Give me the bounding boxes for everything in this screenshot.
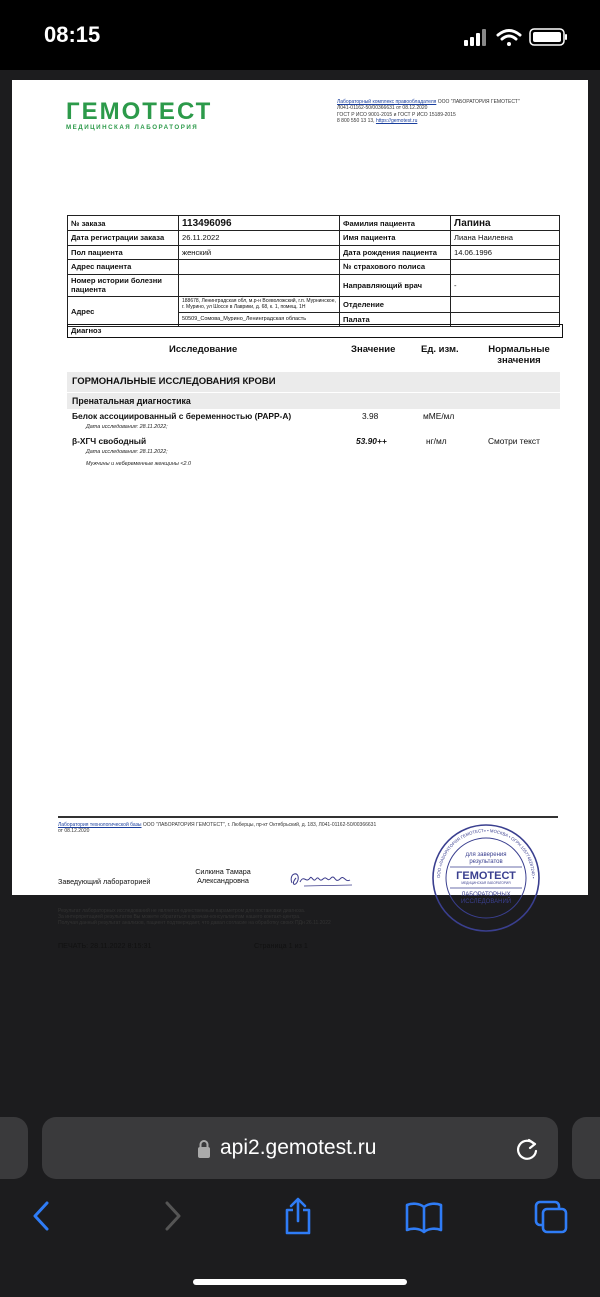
- reload-icon[interactable]: [514, 1136, 540, 1162]
- column-value: Значение: [351, 344, 396, 355]
- result-name: Белок ассоциированный с беременностью (PAPP-A): [72, 411, 292, 421]
- clock: 08:15: [44, 22, 101, 47]
- result-date: Дата исследования: 28.11.2022;: [86, 449, 168, 455]
- order-number: 113496096: [179, 216, 340, 231]
- wifi-icon: [498, 31, 520, 47]
- lock-icon: [196, 1139, 212, 1159]
- result-date: Дата исследования: 28.11.2022;: [86, 424, 168, 430]
- next-tab-pill[interactable]: [572, 1117, 600, 1179]
- previous-tab-pill[interactable]: [0, 1117, 28, 1179]
- license-link[interactable]: Лабораторный комплекс правообладателя: [337, 99, 437, 105]
- lab-report-page: [12, 80, 588, 950]
- svg-text:ЛАБОРАТОРНЫХ: ЛАБОРАТОРНЫХ: [461, 892, 511, 898]
- result-norm: Смотри текст: [488, 436, 540, 446]
- column-study: Исследование: [169, 344, 238, 355]
- patient-info-table: № заказа 113496096 Фамилия пациента Лапина Дата регистрации заказа 26.11.2022 Имя пациента Лиана Наилевна Пол пациента женский Дата рождения пациента 14.06.1996 Адрес пациента № страхового полиса Номер истории болезни пациента Направляющий врач - Адрес 188678, Ленинградская обл, м.р-н Всеволожский, г.п. Мурнинское, г. Мурино, ул Шоссе в Лаврики, д. 68, к. 1, помещ. 1Н Отделение 50509_Сомова_Мурино_Ленинградская область Палата: [67, 215, 560, 327]
- forward-icon[interactable]: [160, 1200, 184, 1232]
- column-norm: Нормальные значения: [488, 344, 550, 366]
- site-link[interactable]: https://gemotest.ru: [375, 118, 418, 125]
- result-value: 3.98: [362, 411, 379, 421]
- footer-divider: [58, 816, 558, 818]
- subsection-title: Пренатальная диагностика: [67, 393, 560, 409]
- tabs-icon[interactable]: [533, 1199, 569, 1235]
- head-of-lab-name: Силкина Тамара Александровна: [195, 867, 251, 885]
- logo-subtitle: МЕДИЦИНСКАЯ ЛАБОРАТОРИЯ: [66, 124, 199, 131]
- bookmarks-icon[interactable]: [404, 1200, 444, 1234]
- head-of-lab-label: Заведующий лабораторией: [58, 877, 151, 886]
- patient-surname: Лапина: [451, 216, 560, 231]
- result-unit: нг/мл: [426, 436, 447, 446]
- result-unit: мМЕ/мл: [423, 411, 455, 421]
- battery-icon: [530, 29, 567, 45]
- url-text[interactable]: api2.gemotest.ru: [220, 1136, 377, 1159]
- result-note: Мужчины и небеременные женщины <2.0: [86, 461, 191, 467]
- cellular-signal-icon: [464, 29, 486, 46]
- lab-link[interactable]: Лаборатория технологической базы: [58, 822, 142, 828]
- print-timestamp: ПЕЧАТЬ: 28.11.2022 8:15:31: [58, 941, 152, 950]
- disclaimer: Результат лабораторных исследований не является единственным параметром для постановки диагноза. За интерпретацией результатов Вы можете обратиться к врачам-консультантам нашего контакт-центра. Получая данный результат анализов, пациент подтверждает, что давал согласие на обработку своих ПДн 26.11.2022: [58, 908, 331, 927]
- svg-text:ИССЛЕДОВАНИЙ: ИССЛЕДОВАНИЙ: [460, 899, 512, 905]
- svg-text:результатов: результатов: [469, 859, 503, 865]
- column-unit: Ед. изм.: [421, 344, 459, 355]
- signature: [286, 868, 360, 892]
- home-indicator[interactable]: [193, 1279, 407, 1285]
- diagnosis-field: Диагноз: [67, 324, 563, 338]
- back-icon[interactable]: [30, 1200, 54, 1232]
- section-title: ГОРМОНАЛЬНЫЕ ИССЛЕДОВАНИЯ КРОВИ: [67, 372, 560, 392]
- result-value: 53.90++: [356, 436, 387, 446]
- status-bar: [0, 0, 600, 70]
- result-name: β-ХГЧ свободный: [72, 436, 147, 446]
- svg-text:ООО «ЛАБОРАТОРИЯ ГЕМОТЕСТ» • М: ООО «ЛАБОРАТОРИЯ ГЕМОТЕСТ» • МОСКВА • ОГРН 1057748287240 •: [435, 827, 537, 879]
- svg-text:для заверения: для заверения: [465, 852, 507, 858]
- svg-text:МЕДИЦИНСКАЯ ЛАБОРАТОРИЯ: МЕДИЦИНСКАЯ ЛАБОРАТОРИЯ: [461, 881, 511, 885]
- footer-lab-info: Лаборатория технологической базы ООО "ЛАБОРАТОРИЯ ГЕМОТЕСТ", г. Люберцы, пр-кт Октябрьский, д. 183, Л041-01162-50/00366631 от 08.12.2020: [58, 822, 377, 835]
- share-icon[interactable]: [282, 1196, 314, 1236]
- license-info: Лабораторный комплекс правообладателя ООО "ЛАБОРАТОРИЯ ГЕМОТЕСТ" Л041-01162-50/00366631 от 08.12.2020 ГОСТ Р ИСО 9001-2015 и ГОСТ Р ИСО 15189-2015 8 800 550 13 13, https://gemotest.ru: [337, 99, 520, 125]
- status-icons: [462, 26, 572, 48]
- logo-title: ГЕМОТЕСТ: [66, 98, 213, 125]
- svg-text:ГЕМОТЕСТ: ГЕМОТЕСТ: [456, 870, 516, 882]
- page-number: Страница 1 из 1: [254, 941, 308, 950]
- lab-stamp: [430, 824, 542, 932]
